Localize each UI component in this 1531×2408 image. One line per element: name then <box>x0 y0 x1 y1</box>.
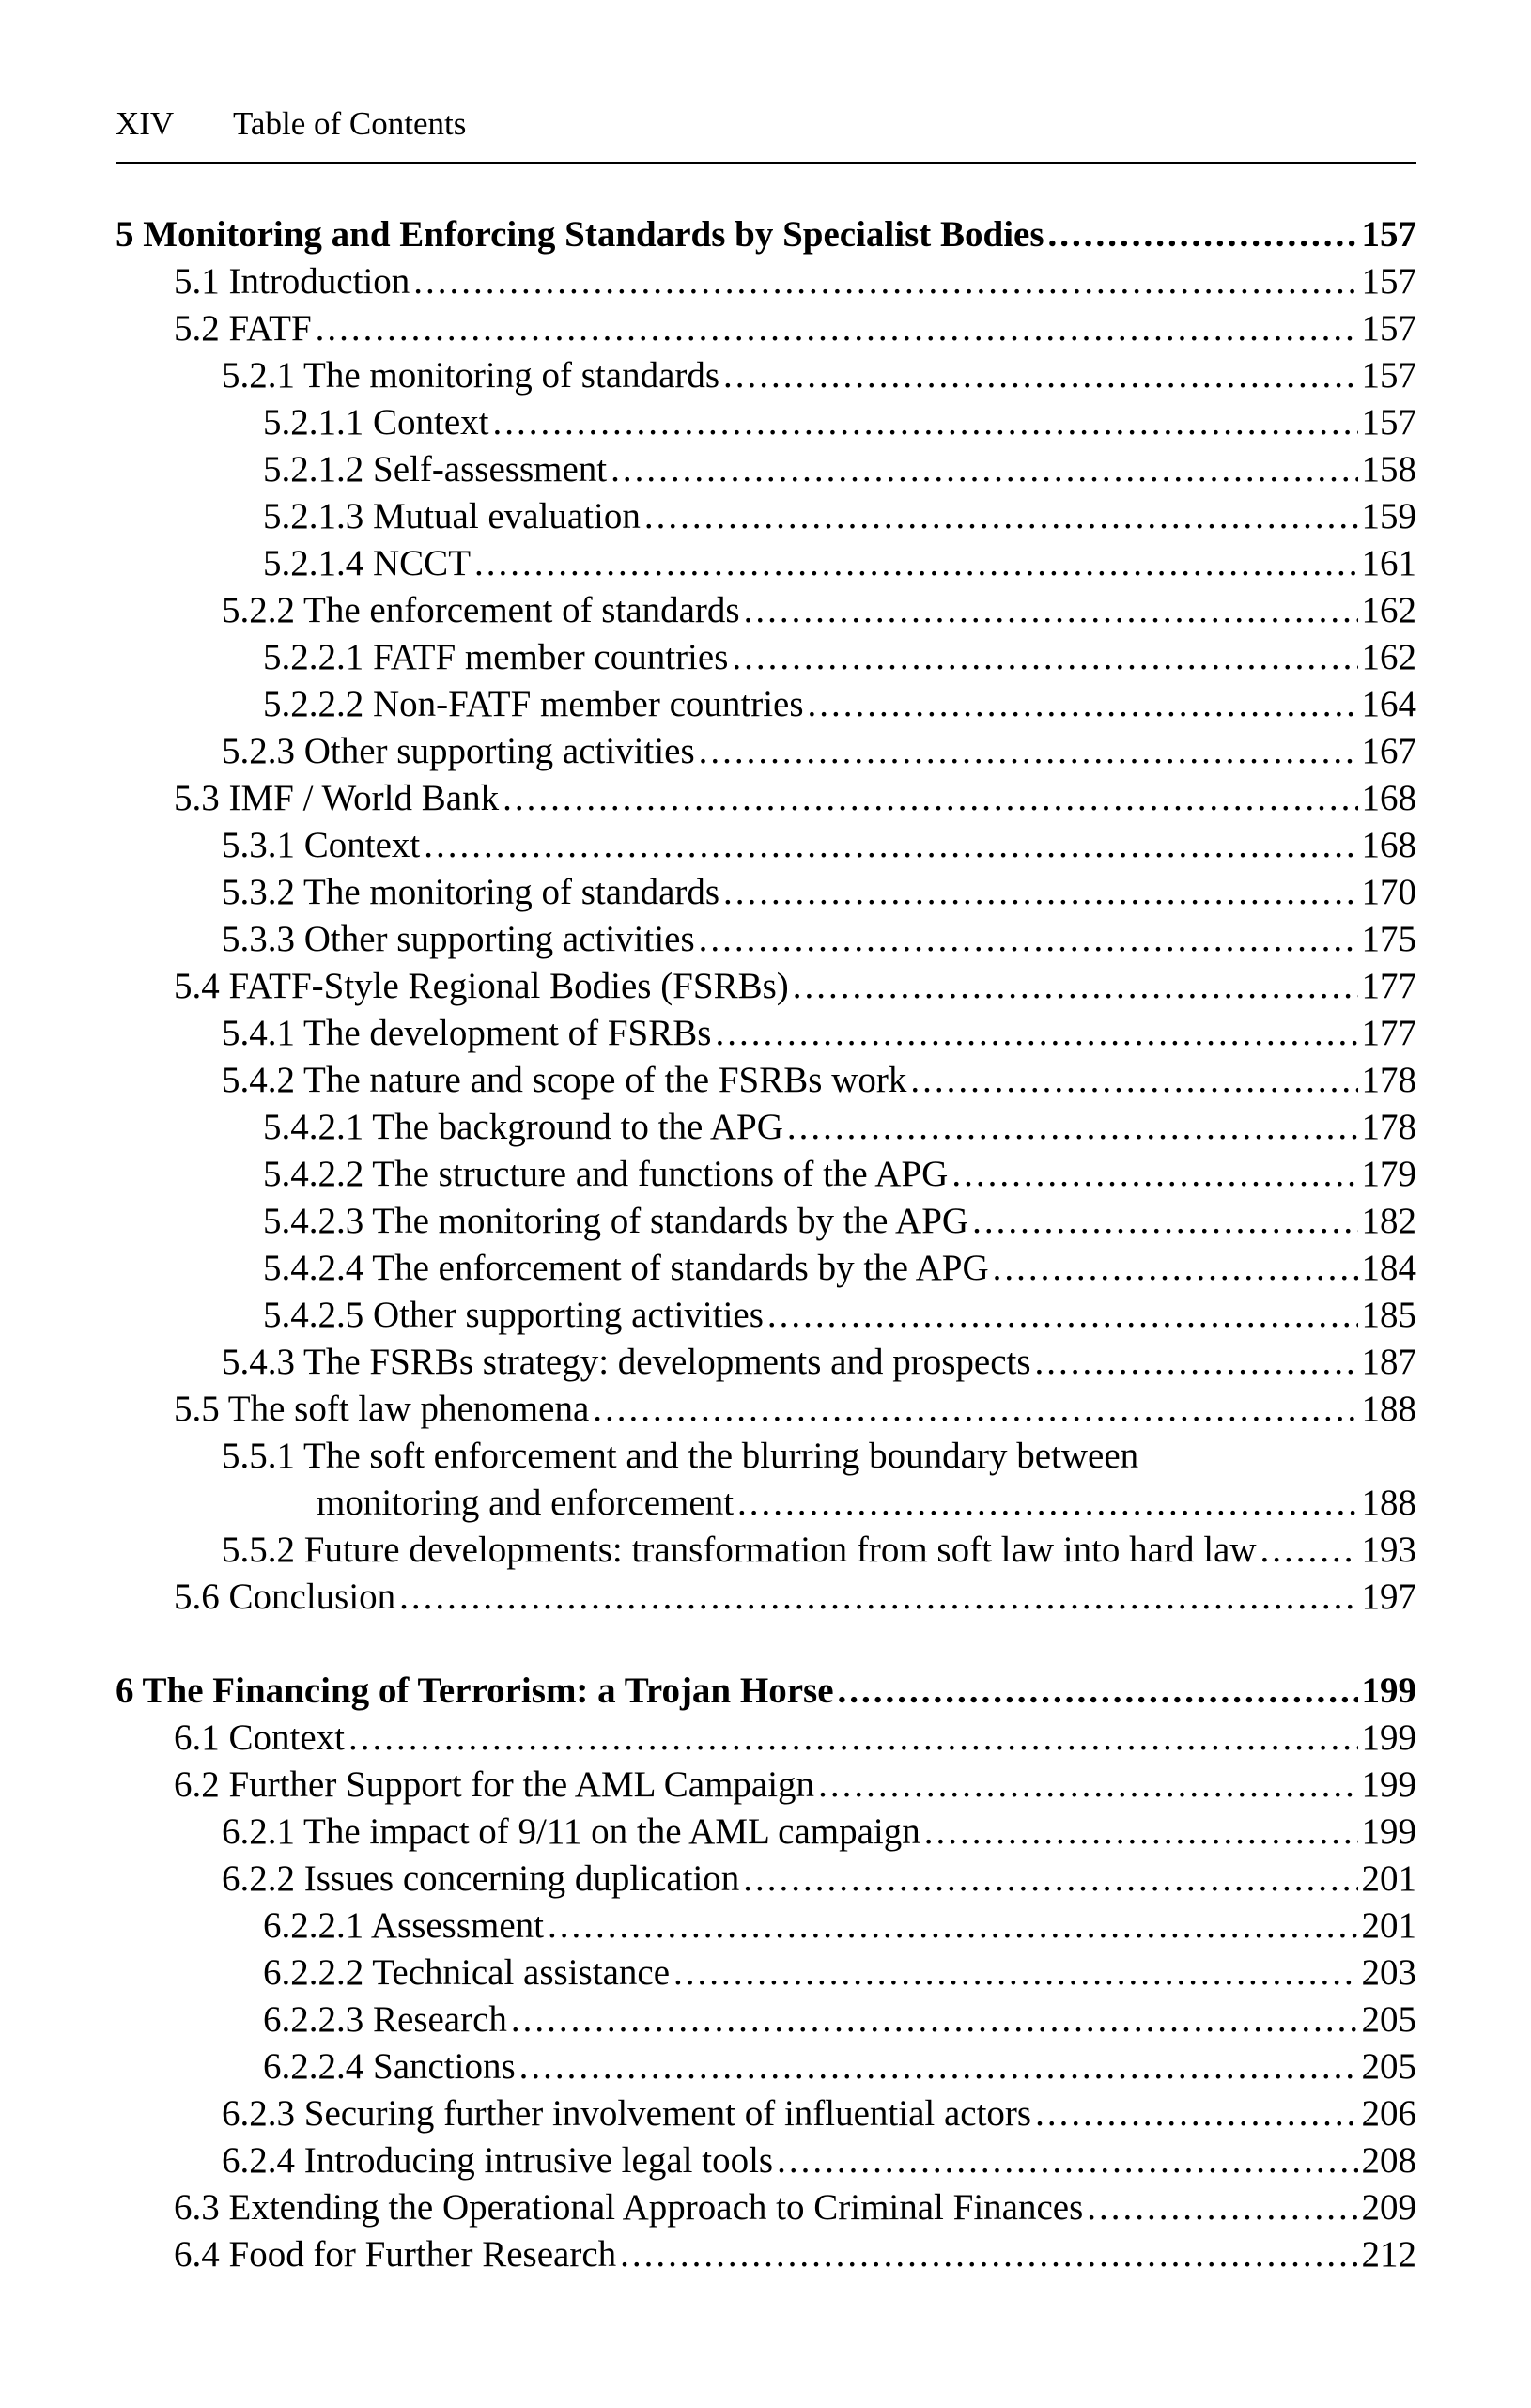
toc-entry[interactable]: 6.2.2 Issues concerning duplication ..... 201 <box>116 1856 1416 1903</box>
toc-entry[interactable]: 5.3.3 Other supporting activities ..... 175 <box>116 916 1416 963</box>
toc-entry[interactable]: 5.5.2 Future developments: transformation from soft law into hard law ..... 193 <box>116 1527 1416 1574</box>
toc-entry[interactable]: 6.2 Further Support for the AML Campaign ..... 199 <box>116 1762 1416 1809</box>
toc-entry[interactable]: 5.2.1 The monitoring of standards ..... 157 <box>116 352 1416 399</box>
toc-entry[interactable]: 6.2.2.3 Research ..... 205 <box>116 1996 1416 2043</box>
toc-entry[interactable]: 5.2.2.2 Non-FATF member countries ..... 164 <box>116 681 1416 728</box>
toc-entry[interactable]: 5.2.2 The enforcement of standards ..... 162 <box>116 587 1416 634</box>
toc-entry[interactable]: 6.2.1 The impact of 9/11 on the AML campaign ..... 199 <box>116 1809 1416 1856</box>
toc-entry[interactable]: 5.3.2 The monitoring of standards ..... 170 <box>116 869 1416 916</box>
toc-entry[interactable]: 5.4.2.3 The monitoring of standards by the APG ..... 182 <box>116 1198 1416 1245</box>
toc-entry[interactable]: 5.3.1 Context ..... 168 <box>116 822 1416 869</box>
toc-entry[interactable]: 5.1 Introduction ..... 157 <box>116 258 1416 305</box>
toc-entry[interactable]: 6.2.2.4 Sanctions ..... 205 <box>116 2043 1416 2090</box>
page-number: XIV <box>116 105 175 142</box>
toc-entry[interactable]: 5.6 Conclusion ..... 197 <box>116 1574 1416 1621</box>
table-of-contents <box>116 211 1416 2278</box>
toc-entry[interactable]: 5.4.2 The nature and scope of the FSRBs work ..... 178 <box>116 1057 1416 1104</box>
toc-entry[interactable]: 5.4.2.4 The enforcement of standards by the APG ..... 184 <box>116 1245 1416 1292</box>
toc-entry[interactable]: 6.2.2.1 Assessment ..... 201 <box>116 1903 1416 1950</box>
toc-entry[interactable]: 5.3 IMF / World Bank ..... 168 <box>116 775 1416 822</box>
toc-entry[interactable]: 5.4.3 The FSRBs strategy: developments and prospects ..... 187 <box>116 1339 1416 1386</box>
header-rule <box>116 162 1416 164</box>
toc-entry[interactable]: 5.4 FATF-Style Regional Bodies (FSRBs) ..... 177 <box>116 963 1416 1010</box>
running-title: Table of Contents <box>233 105 467 142</box>
toc-entry[interactable]: 5.4.2.5 Other supporting activities ..... 185 <box>116 1292 1416 1339</box>
running-header <box>116 105 466 143</box>
toc-entry[interactable]: 5.4.2.2 The structure and functions of the APG ..... 179 <box>116 1151 1416 1198</box>
toc-entry[interactable]: 5.2.1.2 Self-assessment ..... 158 <box>116 446 1416 493</box>
toc-entry[interactable]: 5.2.1.1 Context ..... 157 <box>116 399 1416 446</box>
toc-entry[interactable]: 6.3 Extending the Operational Approach to Criminal Finances ..... 209 <box>116 2184 1416 2231</box>
chapter-spacer <box>116 1621 1416 1668</box>
toc-entry[interactable]: 6.2.4 Introducing intrusive legal tools ..... 208 <box>116 2137 1416 2184</box>
toc-entry[interactable]: 6.4 Food for Further Research ..... 212 <box>116 2231 1416 2278</box>
toc-entry[interactable]: 5.2.1.4 NCCT ..... 161 <box>116 540 1416 587</box>
toc-entry[interactable]: 5.2 FATF ..... 157 <box>116 305 1416 352</box>
toc-entry-first-line[interactable]: 5.5.1 The soft enforcement and the blurring boundary between <box>222 1436 1139 1476</box>
toc-chapter-5[interactable]: 5 Monitoring and Enforcing Standards by Specialist Bodies ..... 157 <box>116 211 1416 258</box>
toc-entry[interactable]: 5.2.3 Other supporting activities ..... 167 <box>116 728 1416 775</box>
toc-entry-continuation[interactable]: monitoring and enforcement ..... 188 <box>116 1480 1416 1527</box>
toc-entry[interactable]: 6.2.3 Securing further involvement of influential actors ..... 206 <box>116 2090 1416 2137</box>
toc-entry[interactable]: 5.5 The soft law phenomena ..... 188 <box>116 1386 1416 1433</box>
toc-entry[interactable]: 6.2.2.2 Technical assistance ..... 203 <box>116 1950 1416 1996</box>
toc-entry[interactable]: 5.2.1.3 Mutual evaluation ..... 159 <box>116 493 1416 540</box>
toc-entry[interactable]: 5.2.2.1 FATF member countries ..... 162 <box>116 634 1416 681</box>
toc-entry[interactable]: 6.1 Context ..... 199 <box>116 1715 1416 1762</box>
toc-entry[interactable]: 5.4.2.1 The background to the APG ..... 178 <box>116 1104 1416 1151</box>
toc-entry[interactable]: 5.4.1 The development of FSRBs ..... 177 <box>116 1010 1416 1057</box>
toc-chapter-6[interactable]: 6 The Financing of Terrorism: a Trojan Horse ..... 199 <box>116 1668 1416 1715</box>
